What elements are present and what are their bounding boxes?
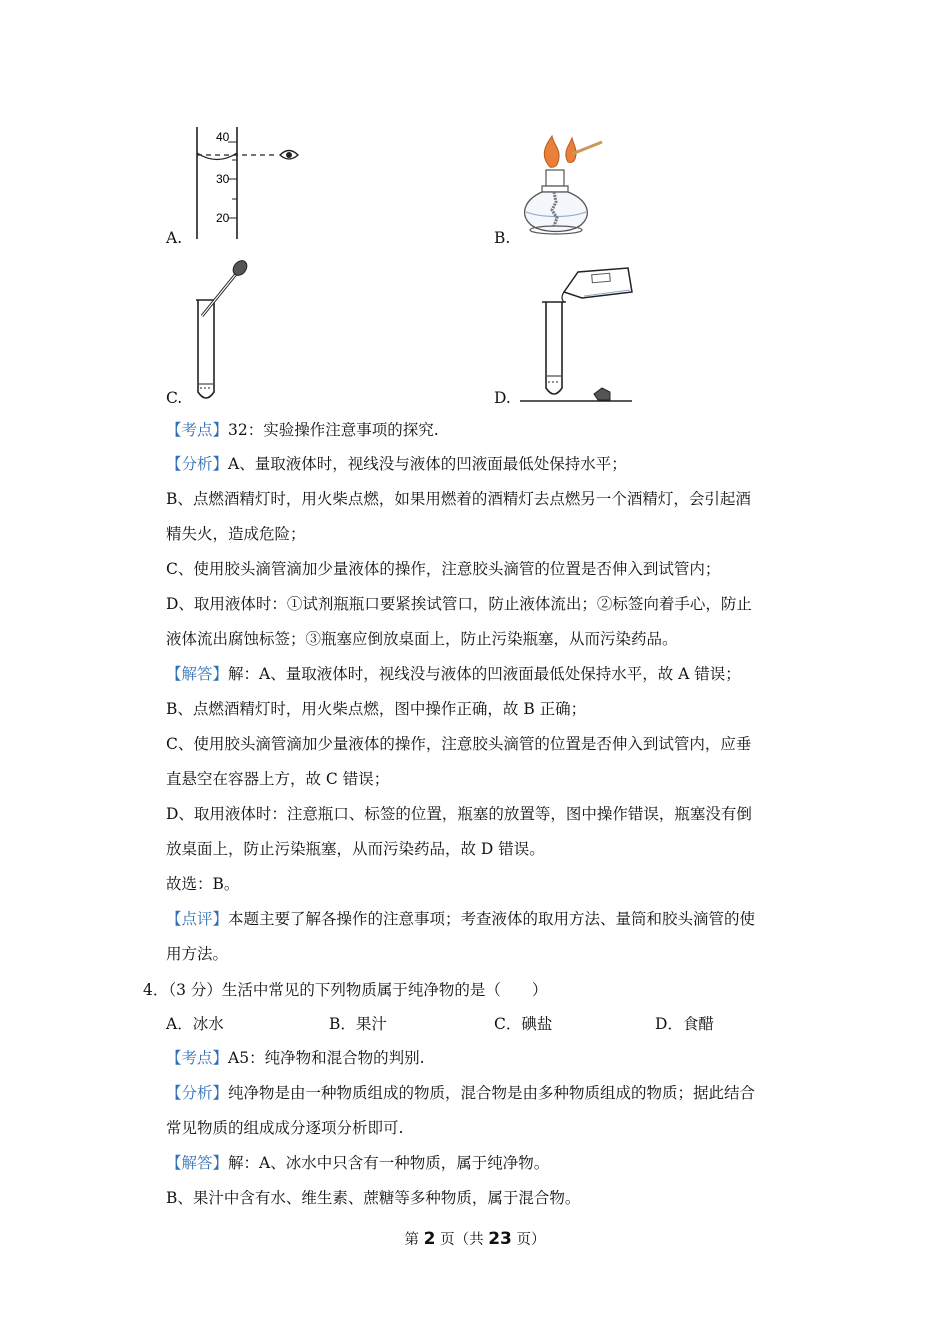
page-number: 2 [423, 1229, 436, 1249]
text-line: 直悬空在容器上方，故 C 错误； [166, 770, 390, 788]
dropper-test-tube-figure [188, 256, 258, 406]
text-line: 液体流出腐蚀标签；③瓶塞应倒放桌面上，防止污染瓶塞，从而污染药品。 [166, 630, 678, 648]
footer-suffix: 页） [511, 1232, 546, 1248]
tick-40: 40 [216, 130, 230, 144]
text-line: C、使用胶头滴管滴加少量液体的操作，注意胶头滴管的位置是否伸入到试管内； [166, 560, 721, 578]
text-line: 精失火，造成危险； [166, 525, 306, 543]
text-line: 解：A、量取液体时，视线没与液体的凹液面最低处保持水平，故 A 错误； [228, 665, 741, 683]
text-line: 故选：B。 [166, 875, 240, 893]
fenxi-tag: 【分析】 [166, 1084, 229, 1102]
q3-fenxi [166, 454, 627, 474]
fenxi-tag: 【分析】 [166, 455, 229, 473]
total-pages: 23 [488, 1229, 512, 1249]
q4-fenxi [166, 1083, 755, 1103]
alcohol-lamp-figure [520, 132, 630, 242]
jieda-tag: 【解答】 [166, 1154, 229, 1172]
tick-20: 20 [216, 211, 230, 225]
q4-choice-a: A．冰水 [166, 1015, 224, 1033]
text-line: B、点燃酒精灯时，用火柴点燃，图中操作正确，故 B 正确； [166, 700, 587, 718]
text-line: C、使用胶头滴管滴加少量液体的操作，注意胶头滴管的位置是否伸入到试管内，应垂 [166, 735, 752, 753]
q3-jieda [166, 664, 741, 684]
text-line: D、取用液体时：注意瓶口、标签的位置，瓶塞的放置等，图中操作错误，瓶塞没有倒 [166, 805, 752, 823]
q4-jieda [166, 1153, 549, 1173]
kaodian-text: 32：实验操作注意事项的探究. [228, 421, 439, 439]
q4-choice-c: C．碘盐 [494, 1015, 553, 1033]
eye-icon [280, 151, 298, 160]
tick-30: 30 [216, 172, 230, 186]
dianping-tag: 【点评】 [166, 910, 229, 928]
q4-choice-d: D．食醋 [655, 1015, 714, 1033]
q4-choice-b: B．果汁 [329, 1015, 387, 1033]
figure-a-label: A. [166, 229, 183, 247]
q4-kaodian [166, 1048, 425, 1068]
kaodian-tag: 【考点】 [166, 421, 229, 439]
kaodian-text: A5：纯净物和混合物的判别. [228, 1049, 425, 1067]
text-line: 解：A、冰水中只含有一种物质，属于纯净物。 [228, 1154, 550, 1172]
text-line: B、点燃酒精灯时，用火柴点燃，如果用燃着的酒精灯去点燃另一个酒精灯，会引起酒 [166, 490, 751, 508]
text-line: 放桌面上，防止污染瓶塞，从而污染药品，故 D 错误。 [166, 840, 545, 858]
page-footer [0, 1228, 950, 1249]
figure-b-label: B. [494, 229, 511, 247]
pouring-liquid-figure [520, 262, 640, 408]
footer-prefix: 第 [404, 1232, 424, 1248]
footer-mid: 页（共 [435, 1232, 489, 1248]
text-line: D、取用液体时：①试剂瓶瓶口要紧挨试管口，防止液体流出；②标签向着手心，防止 [166, 595, 752, 613]
text-line: 用方法。 [166, 945, 229, 963]
kaodian-tag: 【考点】 [166, 1049, 229, 1067]
q4-stem: 4．（3 分）生活中常见的下列物质属于纯净物的是（ ） [143, 981, 548, 999]
text-line: A、量取液体时，视线没与液体的凹液面最低处保持水平； [228, 455, 627, 473]
text-line: B、果汁中含有水、维生素、蔗糖等多种物质，属于混合物。 [166, 1189, 581, 1207]
q3-dianping [166, 909, 755, 929]
text-line: 常见物质的组成成分逐项分析即可. [166, 1119, 404, 1137]
jieda-tag: 【解答】 [166, 665, 229, 683]
text-line: 本题主要了解各操作的注意事项；考查液体的取用方法、量筒和胶头滴管的使 [228, 910, 756, 928]
text-line: 纯净物是由一种物质组成的物质，混合物是由多种物质组成的物质；据此结合 [228, 1084, 756, 1102]
q3-kaodian [166, 420, 439, 440]
graduated-cylinder-figure [190, 122, 305, 242]
figure-c-label: C. [166, 389, 183, 407]
figure-d-label: D. [494, 389, 511, 407]
